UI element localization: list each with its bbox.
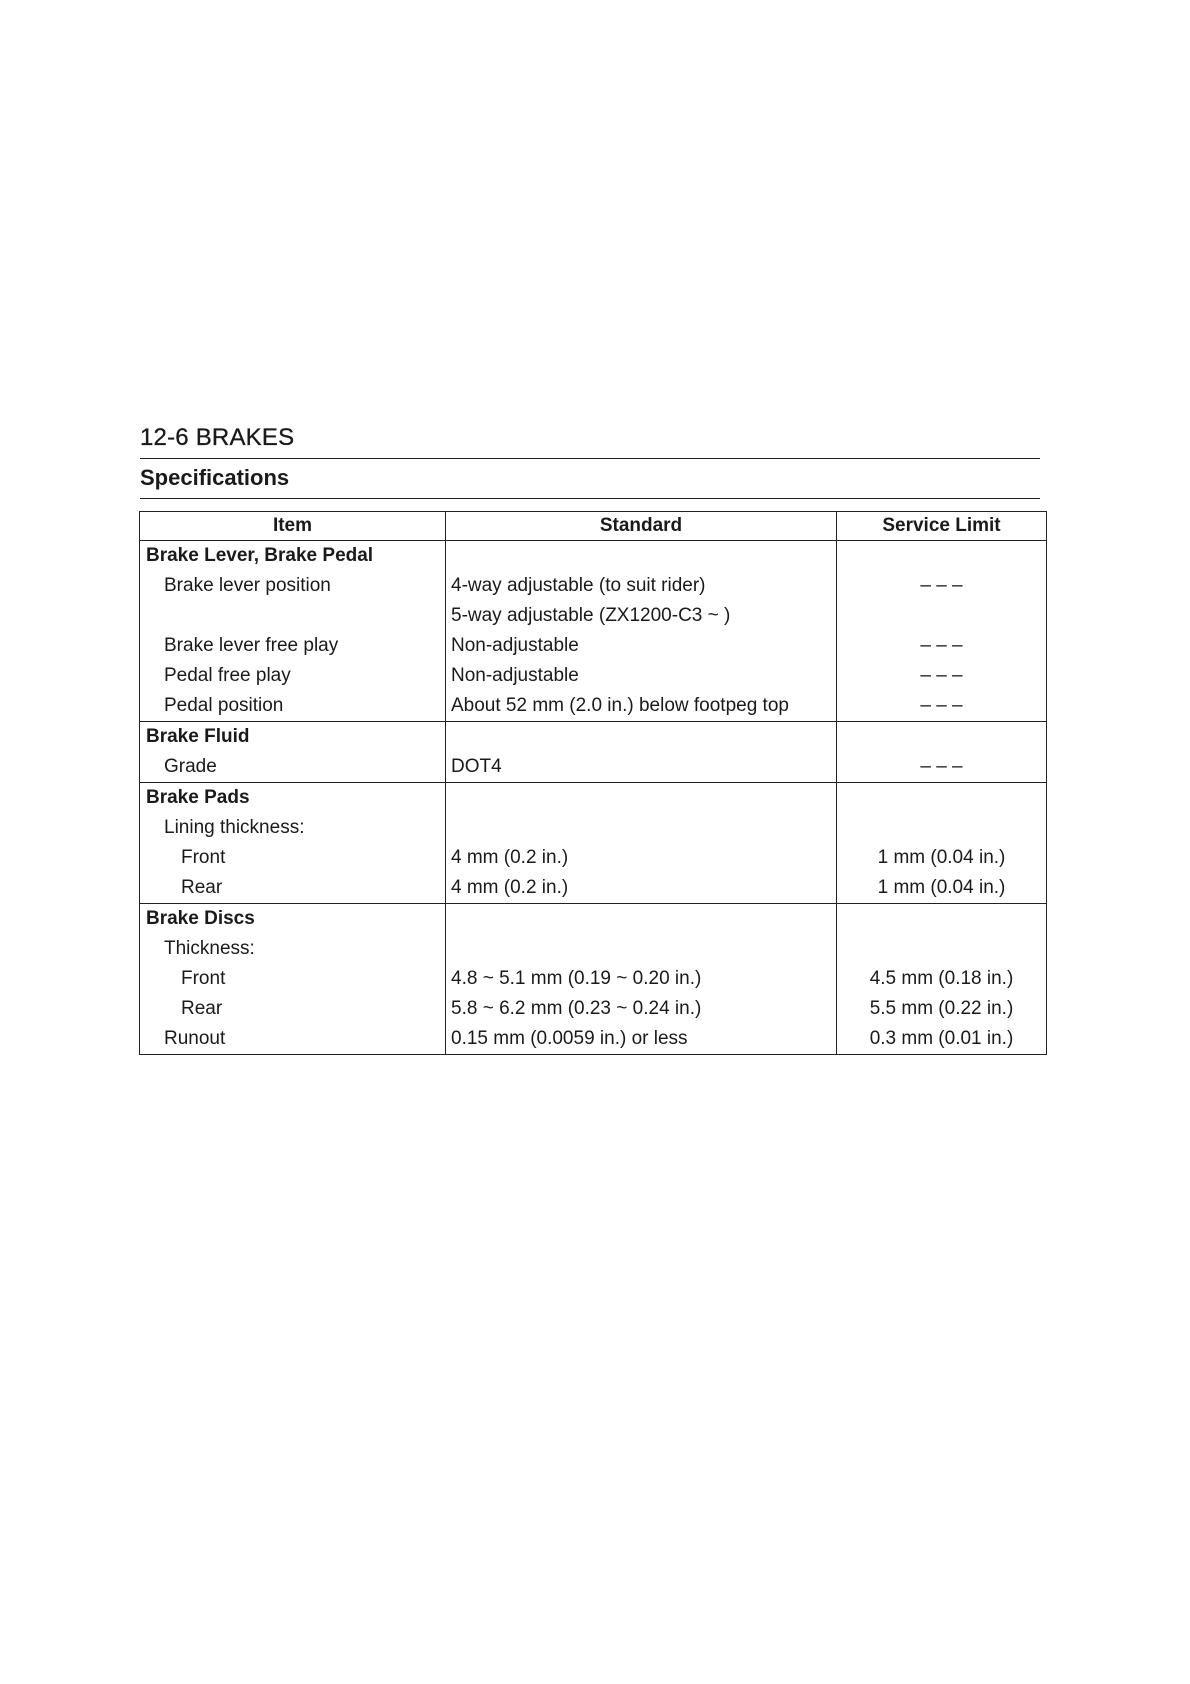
table-row <box>140 964 1047 994</box>
table-row <box>140 934 1047 964</box>
service-limit-cell: 1 mm (0.04 in.) <box>837 843 1047 873</box>
group-title-row <box>140 722 1047 753</box>
table-row <box>140 813 1047 843</box>
standard-cell: 4 mm (0.2 in.) <box>446 873 837 904</box>
service-limit-cell: 1 mm (0.04 in.) <box>837 873 1047 904</box>
column-header-item: Item <box>140 512 446 541</box>
standard-cell <box>446 813 837 843</box>
standard-cell: 4 mm (0.2 in.) <box>446 843 837 873</box>
standard-cell: 5.8 ~ 6.2 mm (0.23 ~ 0.24 in.) <box>446 994 837 1024</box>
group-title: Brake Discs <box>140 904 446 935</box>
service-limit-cell: 5.5 mm (0.22 in.) <box>837 994 1047 1024</box>
empty-cell <box>446 783 837 814</box>
table-row <box>140 631 1047 661</box>
item-cell: Rear <box>140 994 446 1024</box>
service-limit-cell: 0.3 mm (0.01 in.) <box>837 1024 1047 1055</box>
service-limit-cell: 4.5 mm (0.18 in.) <box>837 964 1047 994</box>
table-row <box>140 601 1047 631</box>
table-row <box>140 843 1047 873</box>
group-title: Brake Fluid <box>140 722 446 753</box>
item-cell: Thickness: <box>140 934 446 964</box>
empty-cell <box>837 904 1047 935</box>
standard-cell <box>446 934 837 964</box>
empty-cell <box>446 541 837 572</box>
column-header-service-limit: Service Limit <box>837 512 1047 541</box>
item-cell: Lining thickness: <box>140 813 446 843</box>
standard-cell: Non-adjustable <box>446 631 837 661</box>
standard-cell: DOT4 <box>446 752 837 783</box>
empty-cell <box>837 722 1047 753</box>
item-cell: Grade <box>140 752 446 783</box>
section-rule <box>140 498 1040 499</box>
spec-group <box>140 904 1047 1055</box>
group-title-row <box>140 541 1047 572</box>
group-title: Brake Pads <box>140 783 446 814</box>
standard-cell: 4-way adjustable (to suit rider) <box>446 571 837 601</box>
table-row <box>140 994 1047 1024</box>
item-cell <box>140 601 446 631</box>
service-limit-cell: – – – <box>837 631 1047 661</box>
header-rule <box>140 458 1040 459</box>
table-row <box>140 873 1047 904</box>
table-row <box>140 752 1047 783</box>
page-header <box>140 420 1040 499</box>
table-row <box>140 571 1047 601</box>
empty-cell <box>837 783 1047 814</box>
group-title: Brake Lever, Brake Pedal <box>140 541 446 572</box>
item-cell: Runout <box>140 1024 446 1055</box>
service-limit-cell: – – – <box>837 661 1047 691</box>
column-header-standard: Standard <box>446 512 837 541</box>
spec-group <box>140 541 1047 722</box>
specifications-table <box>139 511 1047 1055</box>
empty-cell <box>837 541 1047 572</box>
group-title-row <box>140 904 1047 935</box>
spec-group <box>140 783 1047 904</box>
table-row <box>140 691 1047 722</box>
item-cell: Brake lever position <box>140 571 446 601</box>
group-title-row <box>140 783 1047 814</box>
table-row <box>140 661 1047 691</box>
item-cell: Brake lever free play <box>140 631 446 661</box>
standard-cell: 5-way adjustable (ZX1200-C3 ~ ) <box>446 601 837 631</box>
item-cell: Pedal free play <box>140 661 446 691</box>
empty-cell <box>446 904 837 935</box>
chapter-title: 12-6 BRAKES <box>140 424 295 451</box>
standard-cell: 4.8 ~ 5.1 mm (0.19 ~ 0.20 in.) <box>446 964 837 994</box>
table-header <box>140 512 1047 541</box>
section-title: Specifications <box>140 465 290 490</box>
service-limit-cell: – – – <box>837 571 1047 601</box>
spec-group <box>140 722 1047 783</box>
item-cell: Pedal position <box>140 691 446 722</box>
service-limit-cell <box>837 601 1047 631</box>
standard-cell: 0.15 mm (0.0059 in.) or less <box>446 1024 837 1055</box>
empty-cell <box>446 722 837 753</box>
service-limit-cell <box>837 934 1047 964</box>
service-limit-cell: – – – <box>837 752 1047 783</box>
standard-cell: About 52 mm (2.0 in.) below footpeg top <box>446 691 837 722</box>
item-cell: Rear <box>140 873 446 904</box>
service-limit-cell: – – – <box>837 691 1047 722</box>
standard-cell: Non-adjustable <box>446 661 837 691</box>
table-row <box>140 1024 1047 1055</box>
service-limit-cell <box>837 813 1047 843</box>
table-header-row <box>140 512 1047 541</box>
item-cell: Front <box>140 964 446 994</box>
item-cell: Front <box>140 843 446 873</box>
